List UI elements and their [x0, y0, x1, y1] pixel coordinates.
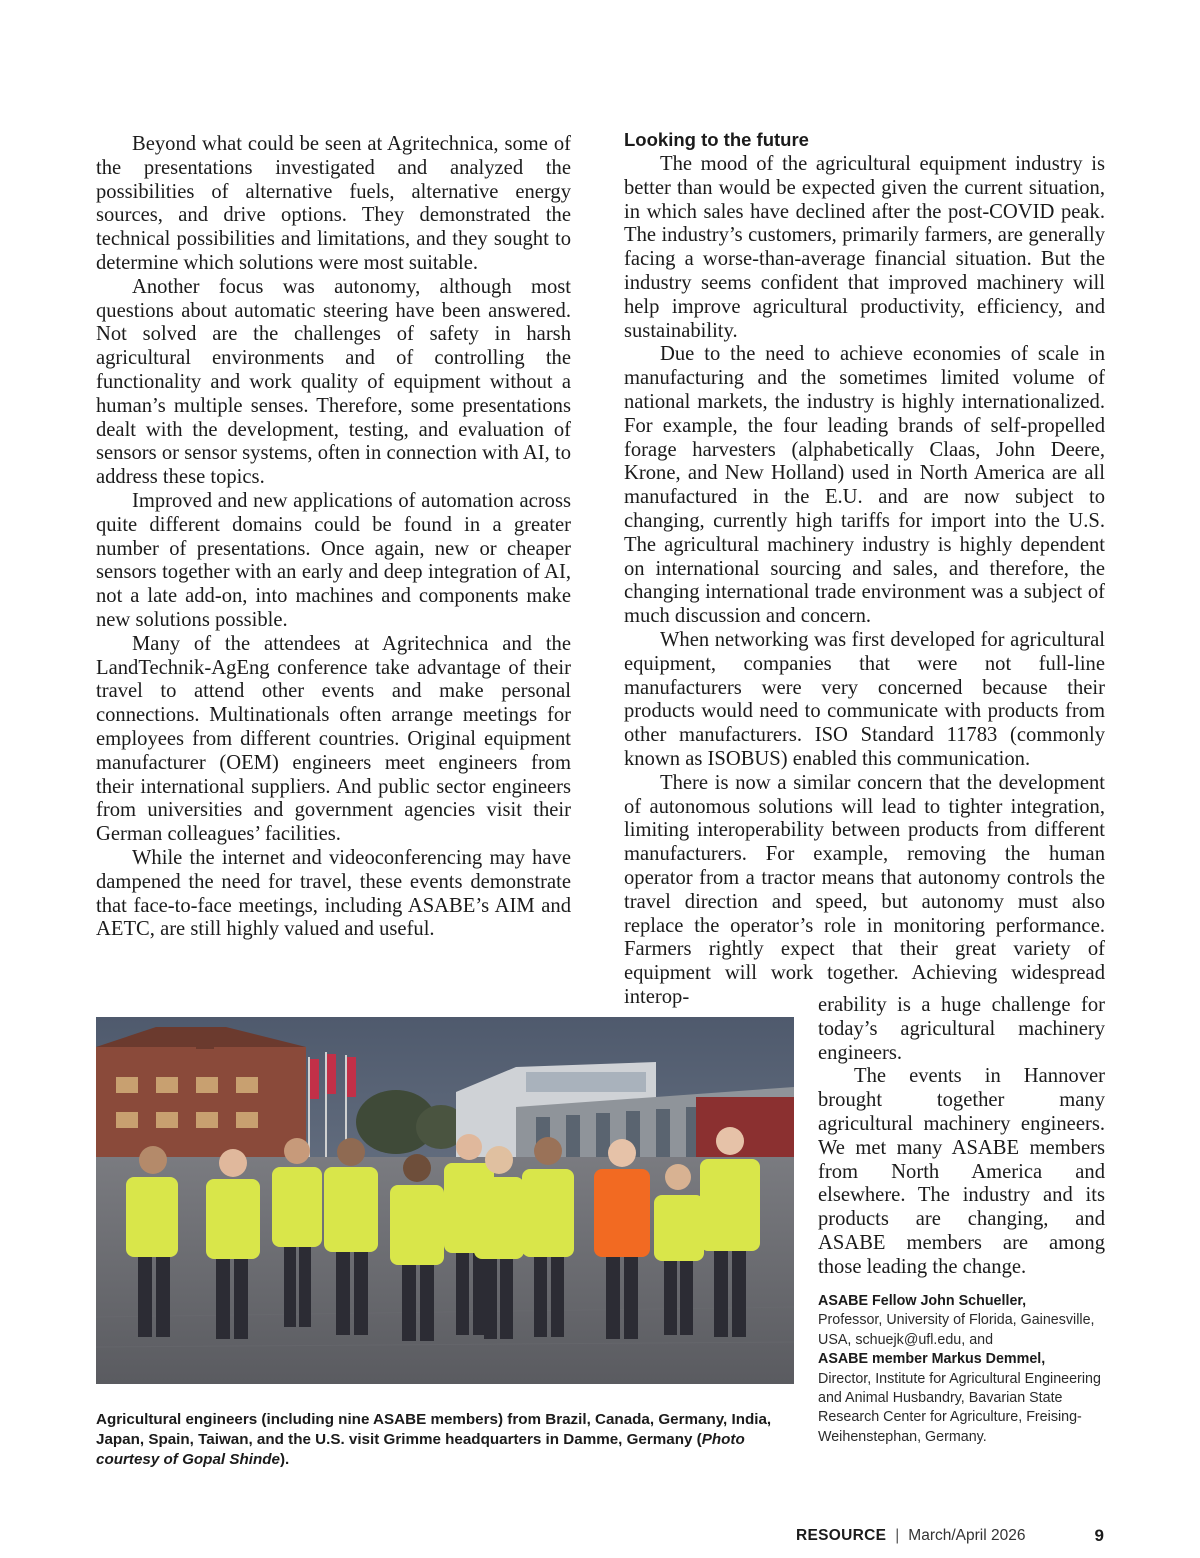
page-number: 9: [1094, 1526, 1104, 1545]
article-paragraph: Due to the need to achieve economies of scale in manufacturing and the sometimes limited volume of national markets, the industry is highly internationalized. For example, the four leading brands of self-propelled forage harvesters (alphabetically Claas, John Deere, Krone, and New Holland) used in North America are all manufactured in the E.U. and are now subject to changing, currently high tariffs for import into the U.S. The agricultural machinery industry is highly dependent on international sourcing and sales, and therefore, the changing international trade environment was a subject of much discussion and concern.: [624, 343, 1105, 628]
author-name: ASABE member Markus Demmel,: [818, 1351, 1046, 1368]
footer-separator: |: [895, 1527, 900, 1544]
right-article-column-continued: [818, 994, 1105, 1280]
article-paragraph-continuation: erability is a huge challenge for today’s agricultural machinery engineers.: [818, 994, 1105, 1064]
caption-end: ).: [279, 1451, 290, 1469]
author-details: Director, Institute for Agricultural Engineering and Animal Husbandry, Bavarian State Research Center for Agriculture, Freising-Weihenstephan, Germany.: [818, 1370, 1101, 1445]
author-bio: [818, 1292, 1108, 1447]
author-name: ASABE Fellow John Schueller,: [818, 1293, 1027, 1309]
article-paragraph: While the internet and videoconferencing may have dampened the need for travel, these events demonstrate that face-to-face meetings, including ASABE’s AIM and AETC, are still highly valued and useful.: [96, 846, 571, 941]
issue-date: March/April 2026: [908, 1527, 1026, 1544]
article-paragraph: The events in Hannover brought together many agricultural machinery engineers. We met many ASABE members from North America and elsewhere. The industry and its products are changing, and ASABE members are among those leading the change.: [818, 1065, 1105, 1278]
article-paragraph: Another focus was autonomy, although most questions about automatic steering have been answered. Not solved are the challenges of safety in harsh agricultural environments and of controlling the functionality and work quality of equipment without a human’s multiple senses. Therefore, some presentations dealt with the development, testing, and evaluation of sensors or sensor systems, often in connection with AI, to address these topics.: [96, 275, 571, 489]
article-paragraph: The mood of the agricultural equipment industry is better than would be expected given the current situation, in which sales have declined after the post-COVID peak. The industry’s customers, primarily farmers, are generally facing a worse-than-average financial situation. But the industry seems confident that improved machinery will help improve agricultural productivity, efficiency, and sustainability.: [624, 153, 1105, 342]
article-paragraph: Beyond what could be seen at Agritechnica, some of the presentations investigated and analyzed the possibilities of alternative fuels, alternative energy sources, and drive options. They demonstrated the technical possibilities and limitations, and they sought to determine which solutions were most suitable.: [96, 133, 571, 274]
photo-credit: Photo courtesy of Gopal Shinde: [96, 1431, 745, 1469]
article-paragraph: There is now a similar concern that the development of autonomous solutions will lead to tighter integration, limiting interoperability between products from different manufacturers. For example, removing the human operator from a tractor means that autonomy controls the travel direction and speed, but autonomy must also replace the operator’s role in monitoring performance. Farmers rightly expect that their great variety of equipment will work together. Achieving widespread interop-: [624, 771, 1105, 1008]
magazine-name: RESOURCE: [796, 1527, 887, 1544]
left-article-column: [96, 133, 571, 942]
right-article-column: [624, 128, 1105, 1010]
article-paragraph: Improved and new applications of automation across quite different domains could be found in a greater number of presentations. Once again, new or cheaper sensors together with an early and deep integration of AI, not a late add-on, into machines and components make new solutions possible.: [96, 489, 571, 631]
caption-text: Agricultural engineers (including nine ASABE members) from Brazil, Canada, Germany, India, Japan, Spain, Taiwan, and the U.S. visit Grimme headquarters in Damme, Germany (: [96, 1411, 772, 1449]
article-paragraph: When networking was first developed for agricultural equipment, companies that were not full-line manufacturers were very concerned because their products would need to communicate with products from other manufacturers. ISO Standard 11783 (commonly known as ISOBUS) enabled this communication.: [624, 628, 1105, 770]
page-footer: [796, 1527, 1106, 1549]
group-photo-illustration: [96, 1017, 794, 1384]
author-details: Professor, University of Florida, Gainesville, USA, schuejk@ufl.edu, and: [818, 1312, 1095, 1348]
photo-caption: [96, 1410, 796, 1471]
section-heading: Looking to the future: [624, 129, 809, 150]
article-paragraph: Many of the attendees at Agritechnica and the LandTechnik-AgEng conference take advantage of their travel to attend other events and make personal connections. Multinationals often arrange meetings for employees from different countries. Original equipment manufacturer (OEM) engineers meet engineers from their international suppliers. And public sector engineers from universities and government agencies visit their German colleagues’ facilities.: [96, 632, 571, 846]
group-photo: [96, 1017, 794, 1384]
